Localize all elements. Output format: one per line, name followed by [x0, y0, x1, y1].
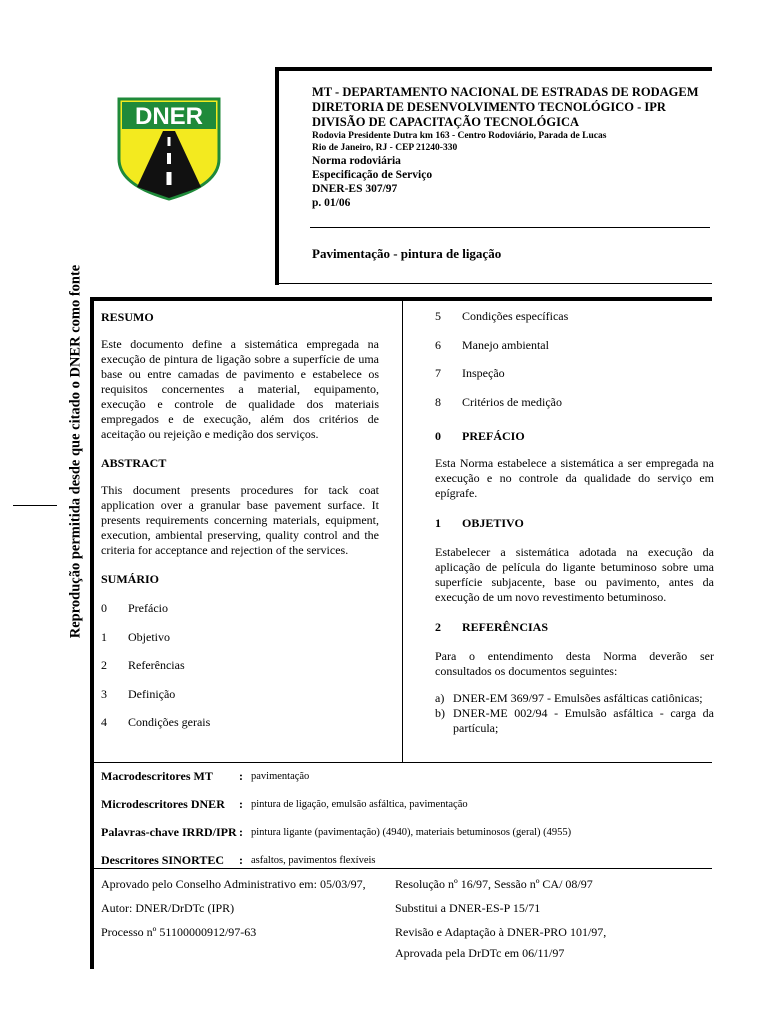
descriptor-row: Palavras-chave IRRD/IPR : pintura ligante (pavimentação) (4940), materiais betuminosos (geral) (4955) — [101, 824, 572, 839]
abstract-text: This document presents procedures for tack coat application over a granular base pavement surface. It presents requirements concerning materials, equipment, execution, ambiental preserving, quality control and the criteria for acceptance and rejection of the services. — [101, 483, 379, 557]
page-title: Pavimentação - pintura de ligação — [312, 246, 502, 261]
toc-item: 2 Referências — [101, 658, 185, 672]
dner-shield-graphic — [117, 97, 221, 201]
footer-revisao: Revisão e Adaptação à DNER-PRO 101/97, — [395, 925, 607, 939]
body-top-rule — [90, 297, 712, 301]
sumario-heading: SUMÁRIO — [101, 572, 160, 586]
header-code: DNER-ES 307/97 — [312, 183, 398, 195]
toc-item: 5 Condições específicas — [435, 309, 569, 323]
resumo-text: Este documento define a sistemática empregada na execução de pintura de ligação sobre a superfície de uma base ou entre camadas de pavimento e estabelece os requisitos concernentes a material, equipamento, execução e controle de qualidade dos materiais empregados e de execução, além dos critérios de aceitação ou rejeição e medição dos serviços. — [101, 337, 379, 441]
toc-item: 6 Manejo ambiental — [435, 337, 549, 352]
descriptor-row: Descritores SINORTEC : asfaltos, pavimentos flexíveis — [101, 852, 376, 867]
header-mid-rule — [310, 227, 710, 228]
prefacio-text: Esta Norma estabelece a sistemática a ser empregada na execução e no controle da qualidade do serviço em epígrafe. — [435, 456, 714, 500]
header-directorate: DIRETORIA DE DESENVOLVIMENTO TECNOLÓGICO - IPR — [312, 100, 666, 114]
toc-item: 7 Inspeção — [435, 366, 505, 380]
descriptor-row: Macrodescritores MT : pavimentação — [101, 768, 310, 783]
header-top-rule — [275, 67, 712, 71]
toc-item: 3 Definição — [101, 686, 176, 701]
resumo-heading: RESUMO — [101, 310, 154, 324]
dner-logo — [117, 97, 221, 201]
toc-item: 4 Condições gerais — [101, 715, 211, 729]
footer-aprovado: Aprovado pelo Conselho Administrativo em: 05/03/97, — [101, 877, 366, 891]
footer-aprovada: Aprovada pela DrDTc em 06/11/97 — [395, 946, 565, 960]
right-toc — [435, 309, 714, 423]
list-item: b) DNER-ME 002/94 - Emulsão asfáltica - carga da partícula; — [435, 706, 714, 735]
right-column — [435, 309, 714, 736]
header-division: DIVISÃO DE CAPACITAÇÃO TECNOLÓGICA — [312, 115, 580, 129]
header-left-rule — [275, 67, 279, 285]
descriptor-row: Microdescritores DNER : pintura de ligação, emulsão asfáltica, pavimentação — [101, 796, 468, 811]
side-dash — [13, 505, 57, 506]
toc-item: 0 Prefácio — [101, 601, 168, 615]
footer-processo: Processo nº 51100000912/97-63 — [101, 925, 257, 939]
header-page: p. 01/06 — [312, 197, 351, 209]
left-column — [101, 310, 379, 744]
footer-resolucao: Resolução nº 16/97, Sessão nº CA/ 08/97 — [395, 877, 593, 891]
toc-item: 1 Objetivo — [101, 629, 170, 644]
logo-text: DNER — [134, 103, 204, 130]
header-bottom-rule — [275, 283, 712, 284]
footer-autor: Autor: DNER/DrDTc (IPR) — [101, 901, 235, 915]
descriptors-block — [101, 762, 711, 874]
objetivo-heading: 1 OBJETIVO — [435, 516, 524, 530]
objetivo-text: Estabelecer a sistemática adotada na execução da aplicação de película do ligante betuminoso sobre uma superfície subjacente, base ou pavimento, antes da execução de um novo revestimento betuminoso. — [435, 545, 714, 604]
header-especificacao: Especificação de Serviço — [312, 169, 433, 181]
reference-list — [435, 691, 714, 736]
column-divider — [402, 301, 403, 762]
header-address-1: Rodovia Presidente Dutra km 163 - Centro Rodoviário, Parada de Lucas — [312, 131, 607, 141]
referencias-text: Para o entendimento desta Norma deverão ser consultados os documentos seguintes: — [435, 649, 714, 678]
prefacio-heading: 0 PREFÁCIO — [435, 429, 525, 443]
header-norma: Norma rodoviária — [312, 155, 401, 167]
header-department: MT - DEPARTAMENTO NACIONAL DE ESTRADAS DE RODAGEM — [312, 85, 699, 99]
referencias-heading: 2 REFERÊNCIAS — [435, 620, 549, 634]
footer-substitui: Substitui a DNER-ES-P 15/71 — [395, 901, 541, 915]
header-block — [312, 85, 712, 210]
left-toc — [101, 601, 379, 744]
toc-item: 8 Critérios de medição — [435, 394, 562, 409]
list-item: a) DNER-EM 369/97 - Emulsões asfálticas catiônicas; — [435, 691, 703, 705]
header-address-2: Rio de Janeiro, RJ - CEP 21240-330 — [312, 143, 458, 153]
abstract-heading: ABSTRACT — [101, 456, 167, 470]
